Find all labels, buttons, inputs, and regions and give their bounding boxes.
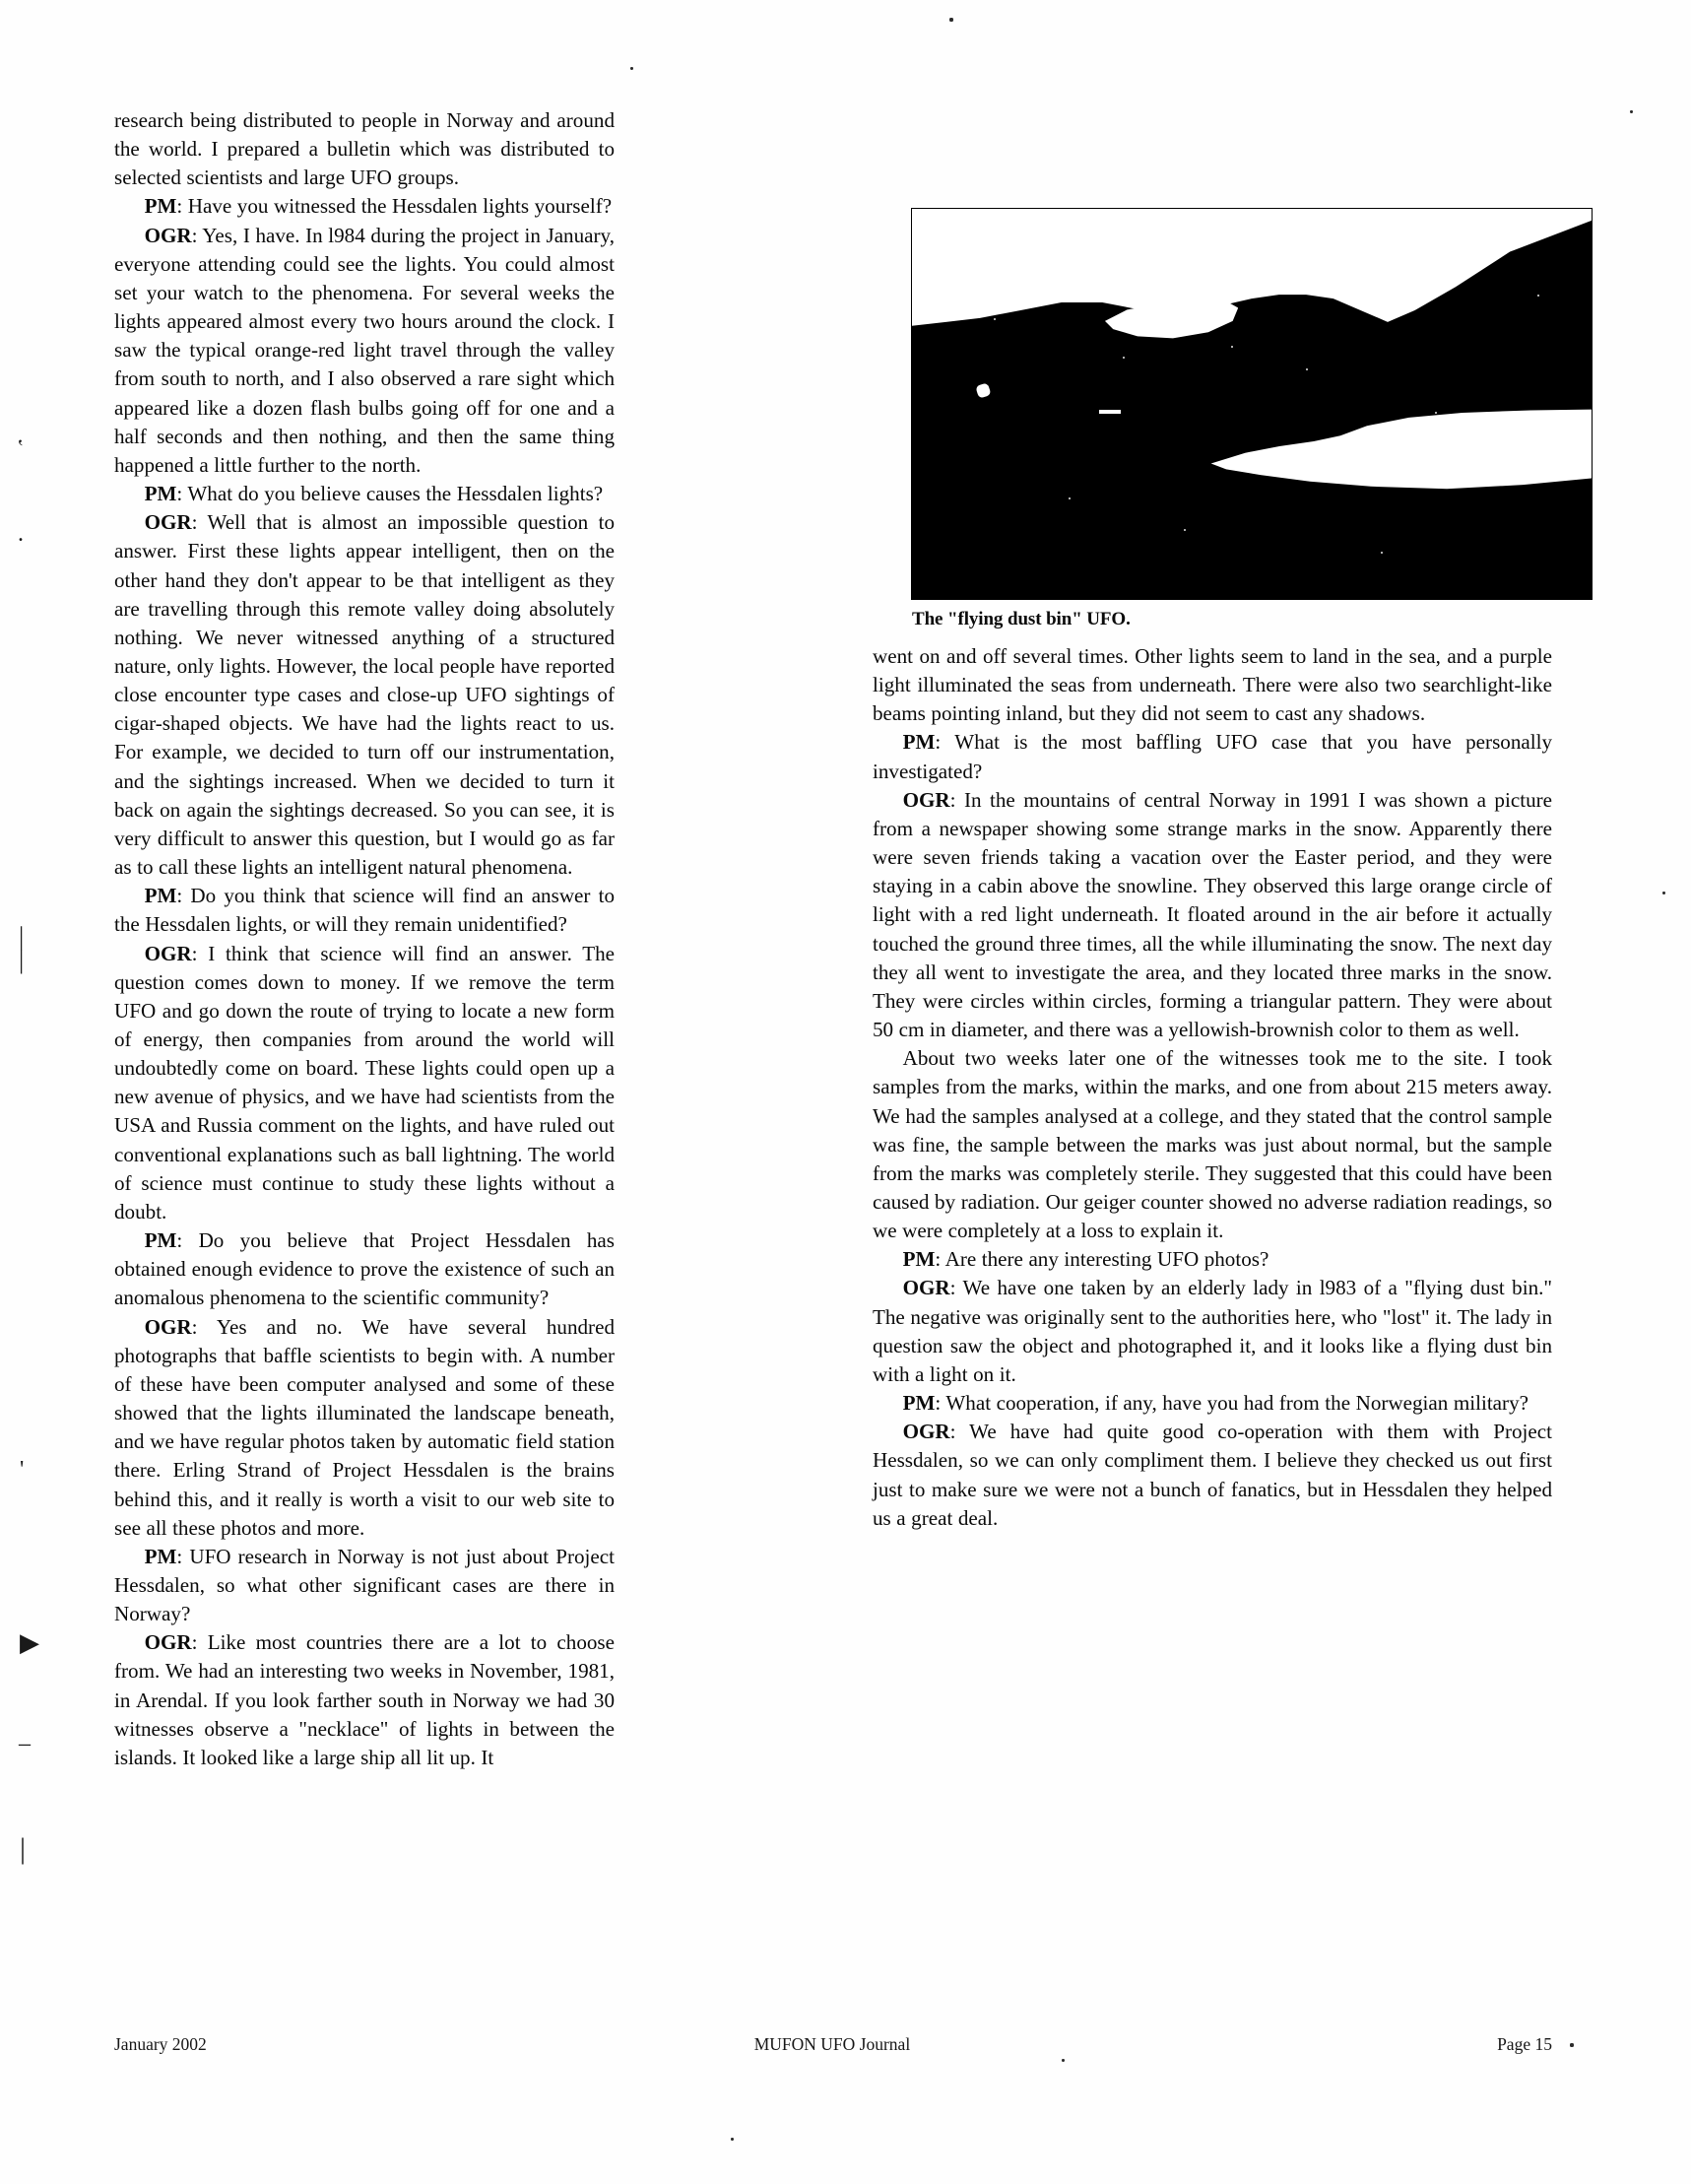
photo-speck — [1381, 552, 1383, 554]
paragraph — [114, 508, 615, 882]
right-text-column — [873, 642, 1552, 1533]
scan-artifact: – — [19, 1731, 31, 1756]
paragraph — [873, 1418, 1552, 1533]
speaker-label: OGR — [144, 1314, 192, 1339]
paragraph-text: research being distributed to people in Norway and around the world. I prepared a bulletin which was distributed to selected scientists and large UFO groups. — [114, 108, 615, 190]
speaker-label: OGR — [902, 787, 950, 812]
photo-speck — [1537, 295, 1539, 297]
paragraph-text: : Do you think that science will find an answer to the Hessdalen lights, or will they remain unidentified? — [114, 884, 615, 937]
photo-light-streak — [1099, 410, 1121, 414]
scan-speck — [1630, 110, 1633, 113]
paragraph — [114, 1226, 615, 1312]
speaker-label: PM — [902, 1391, 936, 1416]
footer-issue-date: January 2002 — [114, 2034, 207, 2054]
photo-speck — [1123, 357, 1125, 359]
speaker-label: PM — [902, 730, 936, 755]
scan-speck — [1062, 2059, 1065, 2062]
paragraph — [114, 192, 615, 221]
speaker-label: PM — [144, 884, 177, 908]
photo-speck — [1184, 529, 1186, 531]
speaker-label: PM — [144, 1544, 177, 1568]
paragraph — [114, 882, 615, 939]
footer-publication: MUFON UFO Journal — [753, 2034, 911, 2054]
paragraph — [114, 940, 615, 1227]
photo-speck — [1231, 346, 1233, 348]
photo-sky-region — [912, 209, 1592, 599]
scan-speck — [949, 18, 953, 22]
scan-artifact: | — [19, 922, 25, 951]
photo-speck — [994, 318, 996, 320]
paragraph — [873, 1245, 1552, 1274]
paragraph-text: : UFO research in Norway is not just about Project Hessdalen, so what other significant cases are there in Norway? — [114, 1544, 615, 1626]
paragraph-text: : Yes and no. We have several hundred photographs that baffle scientists to begin with. A number of these have been computer analysed and some of these showed that the lights illuminated the landscape beneath, and we have regular photos taken by automatic field station there. Erling Strand of Project Hessdalen is the brains behind this, and it really is worth a visit to our web site to see all these photos and more. — [114, 1314, 615, 1540]
paragraph — [114, 222, 615, 480]
scan-speck — [1570, 2043, 1574, 2047]
paragraph-text: : Have you witnessed the Hessdalen lights yourself? — [176, 194, 613, 219]
paragraph-text: About two weeks later one of the witnesses took me to the site. I took samples from the marks, within the marks, and one from about 215 meters away. We had the samples analysed at a college, and they stated that the control sample was fine, the sample between the marks was just about normal, but the sample from the marks was completely sterile. They suggested that this could have been caused by radiation. Our geiger counter showed no adverse radiation readings, so we were completely at a loss to explain it. — [873, 1046, 1552, 1243]
paragraph — [114, 106, 615, 192]
ufo-photograph-figure — [912, 209, 1592, 631]
paragraph — [873, 786, 1552, 1044]
scan-speck — [630, 67, 633, 70]
paragraph-text: : We have one taken by an elderly lady in l983 of a "flying dust bin." The negative was originally sent to the authorities here, who "lost" it. The lady in question saw the object and photographed it, and it looks like a flying dust bin with a light on it. — [873, 1276, 1552, 1386]
page-footer — [114, 2034, 1552, 2055]
ufo-photograph — [912, 209, 1592, 599]
scan-artifact: ' — [20, 1457, 25, 1483]
speaker-label: PM — [902, 1247, 936, 1272]
paragraph — [114, 1313, 615, 1543]
left-text-column — [114, 106, 615, 1772]
scan-artifact: . — [18, 521, 24, 547]
photo-speck — [1306, 368, 1308, 370]
paragraph — [873, 728, 1552, 785]
paragraph-text: : In the mountains of central Norway in 1991 I was shown a picture from a newspaper showing some strange marks in the snow. Apparently there were seven friends taking a vacation over the Easter period, and they were staying in a cabin above the snowline. They observed this large orange circle of light with a red light underneath. It floated around in the air before it actually touched the ground three times, all the while illuminating the snow. The next day they all went to investigate the area, and they located three marks in the snow. They were circles within circles, forming a triangular pattern. They were about 50 cm in diameter, and there was a yellowish-brownish color to them as well. — [873, 787, 1552, 1042]
speaker-label: OGR — [902, 1420, 950, 1444]
paragraph-text: : What is the most baffling UFO case that you have personally investigated? — [873, 730, 1552, 783]
paragraph — [873, 1389, 1552, 1418]
speaker-label: PM — [144, 194, 177, 219]
paragraph — [114, 1543, 615, 1628]
paragraph-text: went on and off several times. Other lights seem to land in the sea, and a purple light illuminated the seas from underneath. There were also two searchlight-like beams pointing inland, but they did not seem to cast any shadows. — [873, 644, 1552, 726]
scan-artifact: | — [20, 1832, 27, 1865]
paragraph-text: : Are there any interesting UFO photos? — [935, 1247, 1269, 1272]
paragraph — [873, 642, 1552, 728]
speaker-label: OGR — [902, 1276, 950, 1300]
photo-ufo-object — [1211, 408, 1592, 490]
speaker-label: OGR — [144, 941, 192, 965]
speaker-label: OGR — [144, 510, 192, 535]
paragraph — [873, 1044, 1552, 1245]
paragraph-text: : We have had quite good co-operation with them with Project Hessdalen, so we can only compliment them. I believe they checked us out first just to make sure we were not a bunch of fanatics, but in Hessdalen they helped us a great deal. — [873, 1420, 1552, 1530]
photo-speck — [1069, 497, 1071, 499]
paragraph-text: : Well that is almost an impossible question to answer. First these lights appear intelligent, then on the other hand they don't appear to be that intelligent as they are travelling through this remote valley doing absolutely nothing. We never witnessed anything of a structured nature, only lights. However, the local people have reported close encounter type cases and close-up UFO sightings of cigar-shaped objects. We have had the lights react to us. For example, we decided to turn off our instrumentation, and the sightings increased. When we decided to turn it back on again the sightings decreased. So you can see, it is very difficult to answer this question, but I would go as far as to call these lights an intelligent natural phenomena. — [114, 510, 615, 880]
scan-artifact: ▶ — [20, 1628, 39, 1657]
paragraph — [873, 1274, 1552, 1389]
paragraph-text: : Yes, I have. In l984 during the project in January, everyone attending could see the lights. You could almost set your watch to the phenomena. For several weeks the lights appeared almost every two hours around the clock. I saw the typical orange-red light travel through the valley from south to north, and I also observed a rare sight which appeared like a dozen flash bulbs going off for one and a half seconds and then nothing, and then the same thing happened a little further to the north. — [114, 223, 615, 477]
scan-artifact: | — [19, 946, 25, 974]
scan-artifact: ‛ — [17, 434, 25, 459]
paragraph-text: : Like most countries there are a lot to choose from. We had an interesting two weeks in November, 1981, in Arendal. If you look farther south in Norway we had 30 witnesses observe a "necklace" of lights in between the islands. It looked like a large ship all lit up. It — [114, 1630, 615, 1769]
paragraph-text: : What cooperation, if any, have you had from the Norwegian military? — [935, 1391, 1528, 1416]
photo-caption: The "flying dust bin" UFO. — [912, 609, 1131, 629]
speaker-label: PM — [144, 482, 177, 506]
speaker-label: OGR — [144, 1630, 192, 1655]
paragraph-text: : What do you believe causes the Hessdalen lights? — [176, 482, 604, 506]
scan-speck — [1662, 892, 1665, 894]
speaker-label: PM — [144, 1228, 177, 1253]
paragraph — [114, 1628, 615, 1772]
paragraph — [114, 480, 615, 508]
footer-page-number: Page 15 — [1497, 2034, 1552, 2054]
speaker-label: OGR — [144, 223, 192, 247]
photo-speck — [1435, 412, 1437, 414]
paragraph-text: : Do you believe that Project Hessdalen has obtained enough evidence to prove the existence of such an anomalous phenomena to the scientific community? — [114, 1228, 615, 1310]
scan-speck — [731, 2138, 734, 2141]
paragraph-text: : I think that science will find an answer. The question comes down to money. If we remove the term UFO and go down the route of trying to locate a new form of energy, then companies from around the world will undoubtedly come on board. These lights could open up a new avenue of physics, and we have had scientists from the USA and Russia comment on the lights, and have ruled out conventional explanations such as ball lightning. The world of science must continue to study these lights without a doubt. — [114, 941, 615, 1224]
photo-light-spot — [975, 382, 992, 399]
